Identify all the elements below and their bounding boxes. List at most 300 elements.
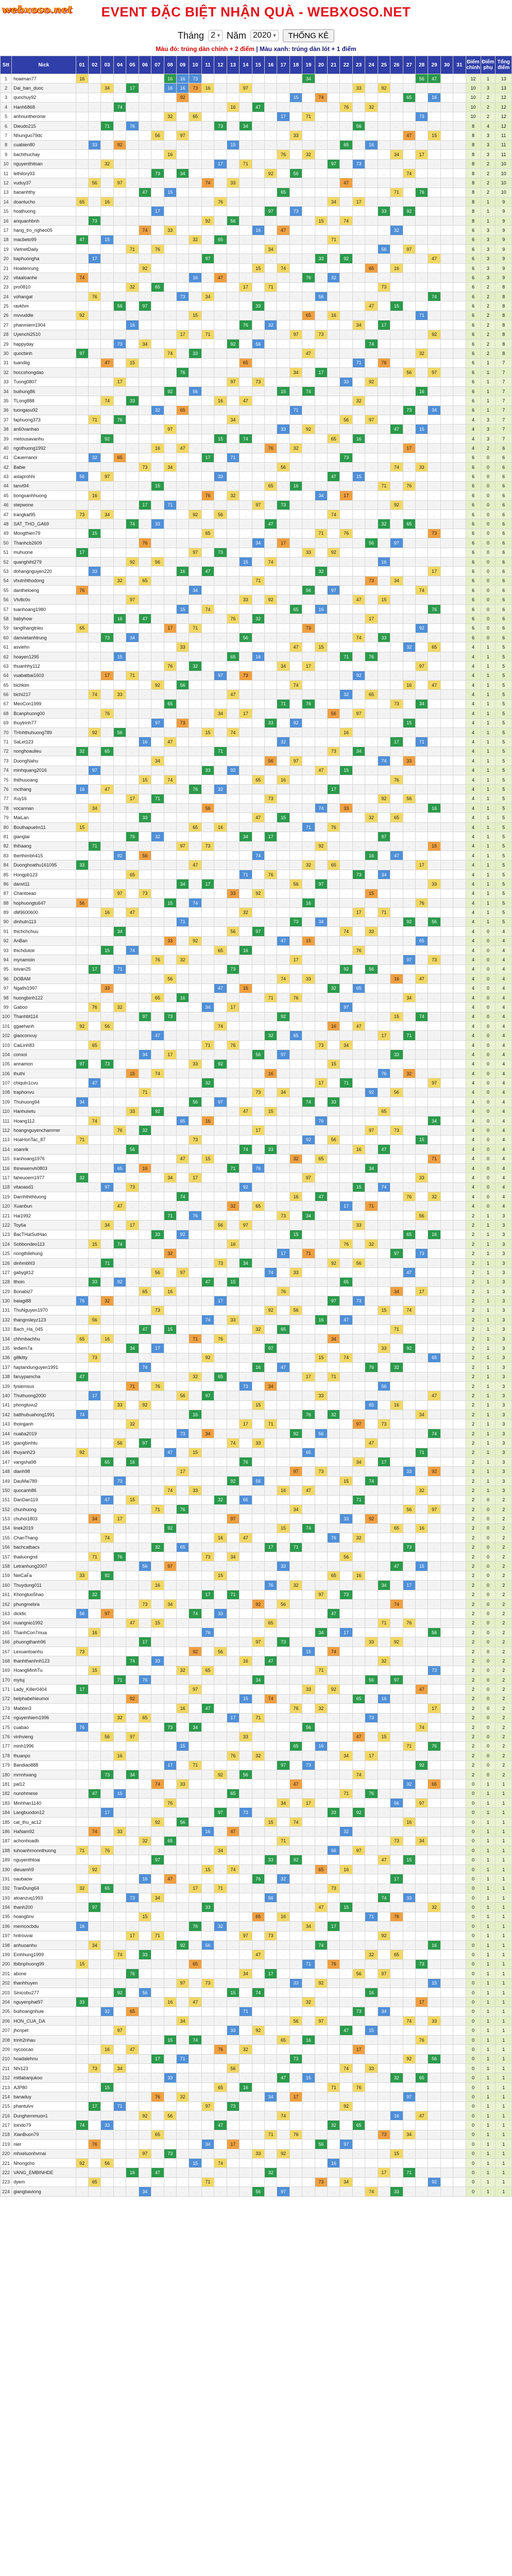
player-nick[interactable]: traphonvu: [12, 1088, 76, 1097]
player-nick[interactable]: Vtv8c0o: [12, 595, 76, 604]
player-nick[interactable]: aslaprohhi: [12, 472, 76, 481]
day-cell: [440, 1003, 453, 1012]
month-select[interactable]: [208, 30, 223, 41]
player-nick[interactable]: tuandiig: [12, 358, 76, 367]
player-nick[interactable]: thuanhhy112: [12, 662, 76, 671]
day-cell: .: [151, 775, 164, 784]
day-cell: .: [340, 121, 352, 130]
player-nick[interactable]: Uyenchi2510: [12, 330, 76, 339]
player-nick[interactable]: baiagi88: [12, 1296, 76, 1306]
day-cell: .: [126, 510, 139, 519]
day-cell: .: [227, 737, 239, 747]
score-sub: 0: [481, 1031, 496, 1040]
player-nick[interactable]: happyday: [12, 339, 76, 348]
day-cell: .: [365, 1040, 378, 1049]
player-nick[interactable]: vohangat: [12, 292, 76, 301]
score-main: 6: [466, 235, 481, 244]
player-nick[interactable]: buihung86: [12, 386, 76, 396]
day-cell: 17: [378, 1031, 390, 1040]
day-cell: [440, 112, 453, 121]
player-nick[interactable]: quanghiht279: [12, 557, 76, 566]
player-nick[interactable]: anquanhbnh: [12, 216, 76, 225]
score-total: 6: [496, 548, 512, 557]
day-cell: [453, 254, 466, 263]
day-cell: .: [101, 1126, 113, 1135]
day-cell: .: [89, 301, 101, 311]
day-cell: .: [264, 1116, 277, 1125]
day-cell: 74: [302, 1097, 315, 1107]
stats-button[interactable]: THỐNG KÊ: [283, 29, 334, 42]
player-nick[interactable]: thangnsleyz123: [12, 1315, 76, 1325]
player-nick[interactable]: AnBan: [12, 936, 76, 945]
player-nick[interactable]: TLong888: [12, 396, 76, 405]
player-nick[interactable]: Hanh6868: [12, 103, 76, 112]
player-nick[interactable]: tranhoang1976: [12, 1154, 76, 1163]
day-cell: [453, 510, 466, 519]
day-cell: .: [328, 282, 340, 292]
player-nick[interactable]: faheuoem1977: [12, 1173, 76, 1182]
day-cell: .: [227, 425, 239, 434]
player-nick[interactable]: giaoconvuy: [12, 1031, 76, 1040]
player-nick[interactable]: hang_tro_ngheo05: [12, 226, 76, 235]
day-cell: .: [126, 273, 139, 282]
day-cell: .: [101, 226, 113, 235]
day-cell: .: [214, 1240, 227, 1249]
day-cell: .: [113, 93, 126, 102]
player-nick[interactable]: ThuNguyen1970: [12, 1306, 76, 1315]
day-cell: .: [164, 207, 176, 216]
player-nick[interactable]: babyhow: [12, 614, 76, 623]
day-cell: 74: [352, 633, 365, 642]
day-cell: .: [289, 1173, 302, 1182]
player-nick[interactable]: HoaHonTac_87: [12, 1135, 76, 1144]
player-nick[interactable]: thinewenvh0803: [12, 1163, 76, 1173]
player-nick[interactable]: hoathuong: [12, 207, 76, 216]
player-nick[interactable]: lberthimbh415: [12, 851, 76, 860]
day-cell: .: [365, 1287, 378, 1296]
player-nick[interactable]: thichchchuu: [12, 927, 76, 936]
day-cell: 74: [101, 396, 113, 405]
player-nick[interactable]: Thanhcb2609: [12, 538, 76, 548]
day-cell: .: [252, 491, 264, 500]
day-cell: .: [164, 1163, 176, 1173]
row-number: 3: [1, 93, 12, 102]
player-nick[interactable]: tuanhoang1980: [12, 604, 76, 614]
day-cell: .: [315, 652, 327, 661]
score-total: 12: [496, 121, 512, 130]
player-nick[interactable]: doantucho: [12, 197, 76, 207]
player-nick[interactable]: thuthi: [12, 1069, 76, 1078]
table-row: [1, 614, 512, 623]
player-nick[interactable]: THnhthuhuong789: [12, 727, 76, 737]
day-cell: .: [277, 159, 289, 168]
score-total: 3: [496, 1268, 512, 1277]
player-nick[interactable]: vuduy37: [12, 178, 76, 188]
player-nick[interactable]: CaiLinh83: [12, 1040, 76, 1049]
player-nick[interactable]: gabygit12: [12, 1268, 76, 1277]
player-nick[interactable]: huongbinh122: [12, 993, 76, 1002]
day-cell: .: [176, 282, 189, 292]
day-cell: .: [302, 727, 315, 737]
player-nick[interactable]: Chantoeao: [12, 889, 76, 898]
day-cell: .: [151, 1240, 164, 1249]
day-cell: .: [352, 1135, 365, 1144]
day-cell: .: [415, 727, 428, 737]
day-cell: .: [76, 662, 88, 671]
day-cell: .: [328, 898, 340, 907]
player-nick[interactable]: Babie: [12, 463, 76, 472]
day-cell: .: [189, 1192, 201, 1201]
day-cell: .: [139, 368, 151, 377]
day-cell: .: [76, 150, 88, 159]
day-cell: .: [240, 245, 252, 254]
player-nick[interactable]: anhnuntheronw: [12, 112, 76, 121]
day-cell: .: [365, 74, 378, 83]
row-number: 10: [1, 159, 12, 168]
player-nick[interactable]: Bcanphuong00: [12, 709, 76, 718]
day-cell: .: [315, 1258, 327, 1267]
day-cell: .: [151, 330, 164, 339]
day-cell: 47: [315, 1192, 327, 1201]
day-cell: .: [151, 292, 164, 301]
day-cell: .: [428, 586, 440, 595]
player-nick[interactable]: trangkat95: [12, 510, 76, 519]
player-nick[interactable]: Nhunguo79dc: [12, 131, 76, 140]
day-cell: .: [315, 822, 327, 832]
day-cell: 92: [264, 1306, 277, 1315]
player-nick[interactable]: dohangnguyen220: [12, 567, 76, 576]
day-cell: .: [252, 756, 264, 766]
day-cell: .: [365, 405, 378, 415]
player-nick[interactable]: quocbinh: [12, 349, 76, 358]
score-main: 6: [466, 311, 481, 320]
day-cell: .: [126, 1315, 139, 1325]
day-cell: .: [403, 813, 415, 822]
player-nick[interactable]: hoccshongdao: [12, 368, 76, 377]
player-nick[interactable]: Toy6a: [12, 1221, 76, 1230]
day-cell: .: [403, 879, 415, 889]
player-nick[interactable]: Sobbondeo113: [12, 1240, 76, 1249]
player-nick[interactable]: thichdutoir: [12, 945, 76, 955]
player-nick[interactable]: faphuong373: [12, 415, 76, 425]
player-nick[interactable]: mynamoin: [12, 955, 76, 964]
player-nick[interactable]: danvt11: [12, 879, 76, 889]
site-logo[interactable]: webxoso.net: [2, 3, 73, 15]
row-number: 27: [1, 320, 12, 330]
player-nick[interactable]: Hanhuiwtu: [12, 1107, 76, 1116]
player-nick[interactable]: thithuuoang: [12, 775, 76, 784]
day-cell: .: [277, 178, 289, 188]
player-nick[interactable]: Ngathi1997: [12, 984, 76, 993]
day-cell: .: [139, 623, 151, 633]
day-cell: 76: [201, 491, 214, 500]
day-cell: .: [403, 1249, 415, 1258]
day-cell: [453, 662, 466, 671]
day-cell: .: [277, 1022, 289, 1031]
table-row: [1, 434, 512, 443]
score-main: 4: [466, 444, 481, 453]
player-nick[interactable]: ngothuong1992: [12, 444, 76, 453]
player-nick[interactable]: quochuy92: [12, 93, 76, 102]
player-nick[interactable]: baoanhthy: [12, 188, 76, 197]
day-cell: .: [352, 339, 365, 348]
day-cell: .: [252, 841, 264, 851]
player-nick[interactable]: bongxanhhuong: [12, 491, 76, 500]
player-nick[interactable]: metousavanhu: [12, 434, 76, 443]
player-nick[interactable]: Hoang112: [12, 1116, 76, 1125]
player-nick[interactable]: macbeto99: [12, 235, 76, 244]
player-nick[interactable]: lthoin: [12, 1277, 76, 1286]
player-nick[interactable]: vitaaloanhe: [12, 273, 76, 282]
day-cell: .: [289, 263, 302, 273]
day-cell: .: [113, 804, 126, 813]
player-nick[interactable]: tanvt94: [12, 481, 76, 490]
player-nick[interactable]: tuongasu92: [12, 405, 76, 415]
day-cell: .: [252, 415, 264, 425]
score-main: 2: [466, 1211, 481, 1220]
day-cell: .: [89, 131, 101, 140]
score-main: 6: [466, 633, 481, 642]
day-cell: .: [289, 586, 302, 595]
player-nick[interactable]: ggaehanh: [12, 1022, 76, 1031]
player-nick[interactable]: mcthang: [12, 785, 76, 794]
player-nick[interactable]: hoayen1295: [12, 652, 76, 661]
day-cell: .: [227, 974, 239, 984]
row-number: 71: [1, 737, 12, 747]
player-nick[interactable]: lethilory93: [12, 168, 76, 178]
day-cell: .: [415, 510, 428, 519]
day-cell: .: [201, 576, 214, 585]
day-cell: .: [428, 207, 440, 216]
day-cell: .: [164, 804, 176, 813]
day-cell: .: [403, 548, 415, 557]
day-cell: .: [113, 945, 126, 955]
player-nick[interactable]: ravkhm: [12, 301, 76, 311]
player-nick[interactable]: phanmiem1904: [12, 320, 76, 330]
day-cell: .: [151, 1221, 164, 1230]
day-cell: .: [240, 1334, 252, 1343]
player-nick[interactable]: Xuanbun: [12, 1201, 76, 1211]
player-nick[interactable]: nonghoaulieu: [12, 747, 76, 756]
player-nick[interactable]: chhmbachhu: [12, 1334, 76, 1343]
player-nick[interactable]: bichkim: [12, 681, 76, 690]
day-cell: .: [252, 974, 264, 984]
player-nick[interactable]: nguyenthitoan: [12, 159, 76, 168]
day-cell: .: [164, 794, 176, 803]
player-nick[interactable]: Dai_ban_duoc: [12, 83, 76, 93]
day-cell: .: [151, 917, 164, 926]
player-nick[interactable]: Xuy16: [12, 794, 76, 803]
player-nick[interactable]: Hai1992: [12, 1211, 76, 1220]
player-nick[interactable]: Bonabiz7: [12, 1287, 76, 1296]
player-nick[interactable]: Dieudo215: [12, 121, 76, 130]
player-nick[interactable]: bachthuchay: [12, 150, 76, 159]
player-nick[interactable]: DuongNahu: [12, 756, 76, 766]
day-cell: 97: [240, 1221, 252, 1230]
player-nick[interactable]: Damhthithtuong: [12, 1192, 76, 1201]
player-nick[interactable]: dantheloeng: [12, 586, 76, 595]
player-nick[interactable]: minhquang2016: [12, 766, 76, 775]
day-cell: .: [214, 927, 227, 936]
day-cell: .: [328, 851, 340, 860]
player-nick[interactable]: dM9600600: [12, 908, 76, 917]
day-cell: 15: [315, 642, 327, 652]
day-cell: 76: [264, 870, 277, 879]
day-cell: .: [189, 1116, 201, 1125]
player-nick[interactable]: dinhmbhl3: [12, 1258, 76, 1267]
day-cell: .: [227, 150, 239, 159]
player-nick[interactable]: vitaoasd1: [12, 1182, 76, 1192]
day-cell: .: [264, 851, 277, 860]
player-nick[interactable]: stepwone: [12, 500, 76, 510]
day-cell: [453, 623, 466, 633]
day-cell: [440, 633, 453, 642]
player-nick[interactable]: Duonghoathu161095: [12, 860, 76, 870]
player-nick[interactable]: xoanrik: [12, 1145, 76, 1154]
player-nick[interactable]: tangthangtrieu: [12, 623, 76, 633]
day-cell: .: [352, 889, 365, 898]
player-nick[interactable]: loivan25: [12, 964, 76, 974]
player-nick[interactable]: MeoCon1999: [12, 699, 76, 708]
day-cell: .: [428, 964, 440, 974]
day-cell: .: [189, 245, 201, 254]
day-cell: .: [89, 434, 101, 443]
header-day: 16: [264, 56, 277, 74]
score-sub: 0: [481, 1154, 496, 1163]
day-cell: 15: [151, 481, 164, 490]
day-cell: .: [214, 74, 227, 83]
player-nick[interactable]: thuytrinh77: [12, 718, 76, 727]
player-nick[interactable]: hophuongtu647: [12, 898, 76, 907]
day-cell: .: [289, 1240, 302, 1249]
score-sub: 1: [481, 889, 496, 898]
player-nick[interactable]: danvietanhtrung: [12, 633, 76, 642]
score-total: 6: [496, 453, 512, 462]
table-row: [1, 747, 512, 756]
day-cell: .: [227, 273, 239, 282]
day-cell: .: [139, 150, 151, 159]
day-cell: .: [201, 699, 214, 708]
day-cell: .: [227, 879, 239, 889]
player-nick[interactable]: chiquln1cvu: [12, 1078, 76, 1088]
day-cell: 71: [240, 870, 252, 879]
player-nick[interactable]: Hoailenrung: [12, 263, 76, 273]
day-cell: .: [227, 519, 239, 529]
day-cell: .: [227, 775, 239, 784]
player-nick[interactable]: dinhutn113: [12, 917, 76, 926]
day-cell: 47: [176, 1154, 189, 1163]
player-nick[interactable]: VietnetDaily: [12, 245, 76, 254]
player-nick[interactable]: Bach_Ha_045: [12, 1325, 76, 1334]
day-cell: .: [378, 339, 390, 348]
day-cell: .: [252, 945, 264, 955]
day-cell: .: [365, 662, 378, 671]
player-nick[interactable]: hoaiman77: [12, 74, 76, 83]
day-cell: .: [189, 1069, 201, 1078]
player-nick[interactable]: nongthilehung: [12, 1249, 76, 1258]
year-label: Năm: [227, 30, 247, 41]
day-cell: .: [113, 1325, 126, 1334]
day-cell: 97: [315, 879, 327, 889]
score-main: 4: [466, 832, 481, 841]
day-cell: .: [390, 415, 403, 425]
day-cell: .: [302, 1221, 315, 1230]
day-cell: .: [352, 131, 365, 140]
player-nick[interactable]: Mongthien79: [12, 529, 76, 538]
day-cell: .: [139, 642, 151, 652]
day-cell: [440, 1287, 453, 1296]
day-cell: .: [252, 681, 264, 690]
player-nick[interactable]: BacTHaiSutHao: [12, 1230, 76, 1239]
day-cell: .: [76, 263, 88, 273]
player-nick[interactable]: SaLet123: [12, 737, 76, 747]
day-cell: .: [352, 1249, 365, 1258]
player-nick[interactable]: muhuone: [12, 548, 76, 557]
player-nick[interactable]: Tuong0807: [12, 377, 76, 386]
day-cell: .: [227, 860, 239, 870]
day-cell: .: [428, 1022, 440, 1031]
player-nick[interactable]: vocannan: [12, 804, 76, 813]
day-cell: .: [89, 1126, 101, 1135]
day-cell: .: [164, 140, 176, 149]
player-nick[interactable]: vhutnhthodong: [12, 576, 76, 585]
player-nick[interactable]: vuabatbai1603: [12, 671, 76, 680]
day-cell: .: [352, 1240, 365, 1249]
player-nick[interactable]: thihaang: [12, 841, 76, 851]
player-nick[interactable]: conxoi: [12, 1050, 76, 1059]
player-nick[interactable]: Cauemanoi: [12, 453, 76, 462]
player-nick[interactable]: cuabien80: [12, 140, 76, 149]
year-select[interactable]: [250, 30, 279, 41]
player-nick[interactable]: MaiLan: [12, 813, 76, 822]
player-nick[interactable]: DOBAM: [12, 974, 76, 984]
day-cell: .: [139, 1306, 151, 1315]
player-nick[interactable]: SAT_THO_GA69: [12, 519, 76, 529]
player-nick[interactable]: bichi217: [12, 690, 76, 699]
table-row: [1, 472, 512, 481]
player-nick[interactable]: asviehn: [12, 642, 76, 652]
day-cell: .: [113, 955, 126, 964]
player-nick[interactable]: Thuhuong94: [12, 1097, 76, 1107]
player-nick[interactable]: mvvuddle: [12, 311, 76, 320]
day-cell: .: [428, 671, 440, 680]
day-cell: .: [378, 718, 390, 727]
day-cell: .: [277, 103, 289, 112]
player-nick[interactable]: pro0810: [12, 282, 76, 292]
player-nick[interactable]: hoangnguyenchamrrer: [12, 1126, 76, 1135]
day-cell: .: [76, 775, 88, 784]
player-nick[interactable]: annamon: [12, 1059, 76, 1069]
day-cell: 33: [315, 254, 327, 263]
player-nick[interactable]: gianglai: [12, 832, 76, 841]
player-nick[interactable]: an60vanhao: [12, 425, 76, 434]
player-nick[interactable]: Bouthapuelm11: [12, 822, 76, 832]
day-cell: [440, 1135, 453, 1144]
row-number: 26: [1, 311, 12, 320]
day-cell: .: [328, 1040, 340, 1049]
day-cell: 73: [315, 330, 327, 339]
day-cell: .: [151, 898, 164, 907]
day-cell: .: [315, 245, 327, 254]
day-cell: .: [352, 1306, 365, 1315]
day-cell: .: [277, 945, 289, 955]
player-nick[interactable]: baphuongha: [12, 254, 76, 263]
player-nick[interactable]: Gaboo: [12, 1003, 76, 1012]
player-nick[interactable]: Thanhbt114: [12, 1012, 76, 1021]
score-sub: 1: [481, 737, 496, 747]
player-nick[interactable]: Hongpb123: [12, 870, 76, 879]
score-sub: 0: [481, 945, 496, 955]
